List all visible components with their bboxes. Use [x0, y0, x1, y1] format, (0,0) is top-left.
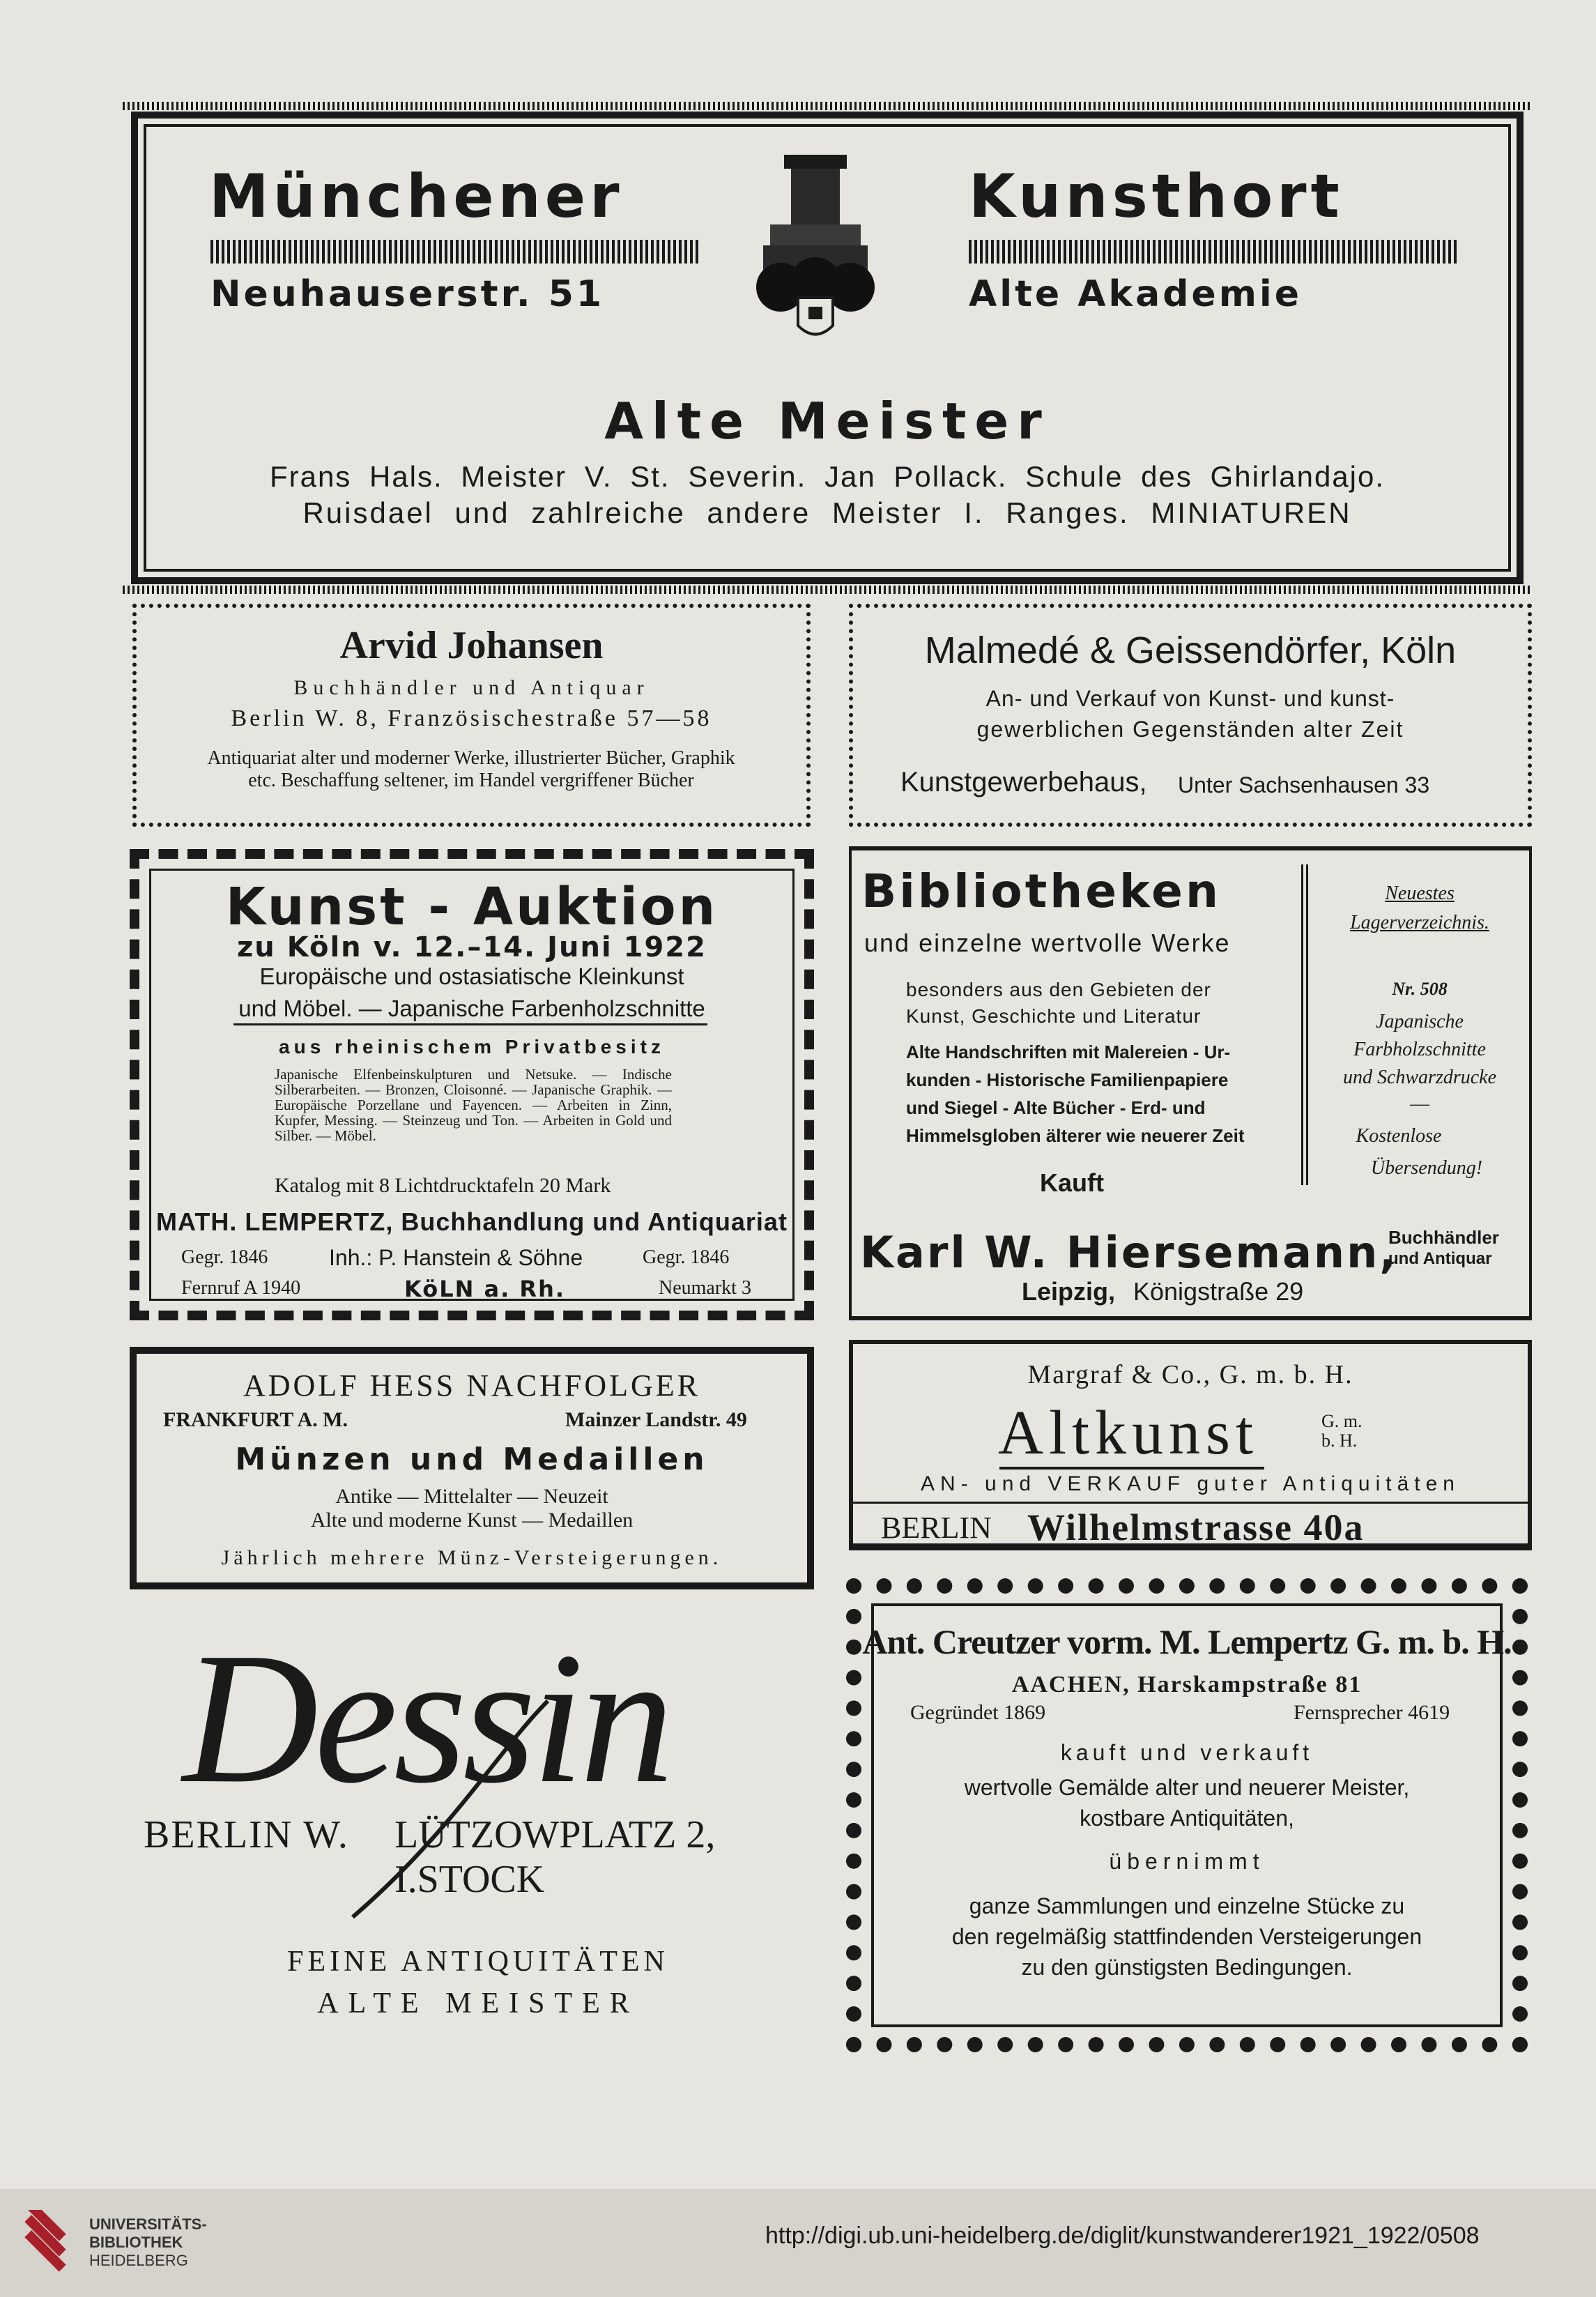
ad1-left-title: Münchener [209, 162, 624, 231]
ad5-side-4: Japanische [1376, 1011, 1464, 1032]
ad9-fernsprecher: Fernsprecher 4619 [1294, 1701, 1450, 1724]
ad4-city: KöLN a. Rh. [404, 1276, 565, 1302]
ad6-footer: Jährlich mehrere Münz-Versteigerungen. [221, 1546, 723, 1569]
ad7-rule [853, 1502, 1528, 1504]
ad-muenchener-kunsthort [131, 112, 1524, 584]
ad4-gegr-left: Gegr. 1846 [181, 1246, 268, 1268]
logo-line-2: BIBLIOTHEK [89, 2234, 183, 2251]
ad9-gegruendet: Gegründet 1869 [910, 1701, 1046, 1724]
ad3-title: Malmedé & Geissendörfer, Köln [924, 629, 1457, 671]
ad3-footer-address: Unter Sachsenhausen 33 [1178, 772, 1430, 798]
ad9-city: AACHEN, Harskampstraße 81 [1011, 1672, 1363, 1697]
ad5-address: Königstraße 29 [1133, 1277, 1304, 1306]
bottom-border-ornament [123, 586, 1532, 594]
ad3-footer-main: Kunstgewerbehaus, [900, 767, 1147, 798]
ad5-side-1: Neuestes [1385, 883, 1455, 904]
ad5-item-3: und Siegel - Alte Bücher - Erd- und [906, 1097, 1206, 1118]
ad7-gmbh-2: b. H. [1321, 1430, 1358, 1451]
ad8-line1: FEINE ANTIQUITÄTEN [287, 1946, 669, 1978]
ad5-side-6: und Schwarzdrucke [1342, 1067, 1497, 1088]
ad8-address-right: LÜTZOWPLATZ 2, I.STOCK [394, 1813, 716, 1901]
ad9-line3: ganze Sammlungen und einzelne Stücke zu [969, 1893, 1405, 1918]
ad4-gegr-right: Gegr. 1846 [643, 1246, 730, 1268]
tower-emblem-icon [742, 148, 889, 350]
ad4-details: Japanische Elfenbeinskulpturen und Netsuke. — Indische Silberarbeiten. — Bronzen, Cloisonné. — Japanische Graphik. — Europäische Porzellane und Fayencen. — Arbeiten in Zinn, Kupfer, Messing. — Steinzeug und Ton. — Arbeiten in Gold und Silber. — Möbel. [275, 1066, 672, 1144]
ad5-side-8: Kostenlose [1356, 1125, 1442, 1147]
ad2-title: Arvid Johansen [339, 624, 604, 667]
logo-line-1: UNIVERSITÄTS- [89, 2215, 207, 2233]
ad9-uebernimmt: übernimmt [1109, 1849, 1265, 1874]
ad-adolf-hess [130, 1347, 814, 1589]
ad-altkunst [849, 1340, 1532, 1550]
ad4-catalog: Katalog mit 8 Lichtdrucktafeln 20 Mark [275, 1174, 611, 1197]
ad-hiersemann [849, 846, 1532, 1320]
ad4-line2: und Möbel. — Japanische Farbenholzschnitte [238, 995, 705, 1021]
ad5-sub: und einzelne wertvolle Werke [864, 929, 1231, 957]
ad5-side-2: Lagerverzeichnis. [1350, 912, 1489, 933]
ad9-line5: zu den günstigsten Bedingungen. [1021, 1955, 1353, 1980]
ad6-address: Mainzer Landstr. 49 [565, 1408, 747, 1431]
ad3-line2: gewerblichen Gegenständen alter Zeit [976, 717, 1404, 742]
ad8-script-logo: Dessin [183, 1614, 670, 1822]
ad4-firm: MATH. LEMPERTZ, Buchhandlung und Antiquariat [156, 1207, 788, 1236]
ad1-left-sub: Neuhauserstr. 51 [210, 273, 605, 315]
ad5-city: Leipzig, [1022, 1277, 1115, 1306]
ad6-title: ADOLF HESS NACHFOLGER [243, 1368, 701, 1403]
ad1-right-sub: Alte Akademie [969, 273, 1302, 315]
ad9-line1: wertvolle Gemälde alter und neuerer Meister, [964, 1775, 1410, 1800]
ad5-title: Bibliotheken [861, 864, 1221, 918]
ad5-item-1: Alte Handschriften mit Malereien - Ur- [906, 1041, 1231, 1062]
ad8-line2: ALTE MEISTER [317, 1987, 639, 2020]
ad6-headline: Münzen und Medaillen [235, 1442, 709, 1477]
ad1-left-hatch [210, 240, 698, 264]
ad5-side-9: Übersendung! [1370, 1157, 1483, 1179]
ad-dessin [130, 1610, 820, 2070]
ad5-kauft: Kauft [1040, 1168, 1104, 1197]
ad7-line: AN- und VERKAUF guter Antiquitäten [921, 1472, 1460, 1495]
top-border-ornament [123, 102, 1532, 110]
ad4-line3: aus rheinischem Privatbesitz [279, 1036, 665, 1058]
ad-creutzer [846, 1578, 1528, 2052]
library-footer [0, 2189, 1596, 2297]
ad4-title: Kunst - Auktion [225, 877, 719, 937]
ad8-address-left: BERLIN W. [144, 1813, 349, 1856]
ad2-text: Antiquariat alter und moderner Werke, illustrierter Bücher, Graphik etc. Beschaffung seltener, im Handel vergriffener Bücher [207, 747, 735, 791]
ad-arvid-johansen [132, 604, 811, 827]
ad4-inh: Inh.: P. Hanstein & Söhne [329, 1245, 583, 1270]
ad5-item-4: Himmelsgloben älterer wie neuerer Zeit [906, 1125, 1245, 1146]
ad1-headline: Alte Meister [604, 392, 1050, 450]
ad-malmede-geissendoerfer [849, 604, 1532, 827]
ad5-side-7: — [1410, 1093, 1429, 1115]
ad-kunst-auktion [130, 849, 814, 1320]
ad1-right-title: Kunsthort [969, 162, 1344, 231]
ad1-line1: Frans Hals. Meister V. St. Severin. Jan Pollack. Schule des Ghirlandajo. [269, 460, 1386, 493]
ad4-rule [233, 1023, 707, 1025]
ad7-top: Margraf & Co., G. m. b. H. [1027, 1360, 1353, 1389]
ad5-name: Karl W. Hiersemann, [860, 1227, 1398, 1278]
page-url-link[interactable]: http://digi.ub.uni-heidelberg.de/diglit/kunstwanderer1921_1922/0508 [765, 2222, 1480, 2249]
ad9-line2: kostbare Antiquitäten, [1080, 1806, 1294, 1831]
ad9-line4: den regelmäßig stattfindenden Versteigerungen [951, 1924, 1422, 1949]
logo-line-3: HEIDELBERG [89, 2252, 188, 2269]
ad4-fernruf: Fernruf A 1940 [181, 1277, 301, 1299]
ad5-role-2: und Antiquar [1388, 1249, 1492, 1268]
ad4-neumarkt: Neumarkt 3 [659, 1277, 751, 1299]
ad9-title: Ant. Creutzer vorm. M. Lempertz G. m. b. H. [862, 1622, 1512, 1661]
ad7-underline [999, 1467, 1264, 1470]
university-library-logo-icon [15, 2210, 78, 2273]
ad2-address: Berlin W. 8, Französischestraße 57—58 [231, 705, 712, 731]
ad3-line1: An- und Verkauf von Kunst- und kunst- [985, 686, 1395, 711]
ad7-gmbh-1: G. m. [1321, 1411, 1363, 1431]
ad6-line2: Alte und moderne Kunst — Medaillen [310, 1509, 634, 1532]
ad1-line2: Ruisdael und zahlreiche andere Meister I. Ranges. MINIATUREN [302, 496, 1352, 529]
ad5-line2: Kunst, Geschichte und Literatur [906, 1005, 1202, 1027]
ad5-side-3: Nr. 508 [1392, 979, 1448, 999]
ad4-line1: Europäische und ostasiatische Kleinkunst [259, 963, 684, 989]
ad5-side-5: Farbholzschnitte [1353, 1039, 1486, 1060]
ad6-line1: Antike — Mittelalter — Neuzeit [335, 1485, 608, 1508]
ad5-item-2: kunden - Historische Familienpapiere [906, 1069, 1229, 1090]
ad6-city: FRANKFURT A. M. [163, 1408, 348, 1431]
ad7-address: Wilhelmstrasse 40a [1027, 1506, 1365, 1548]
ad2-sub: Buchhändler und Antiquar [293, 676, 650, 699]
ad5-line1: besonders aus den Gebieten der [906, 979, 1211, 1000]
ad7-title: Altkunst [998, 1398, 1259, 1467]
ad5-role-1: Buchhändler [1388, 1227, 1499, 1248]
ad4-date: zu Köln v. 12.–14. Juni 1922 [237, 931, 707, 963]
ad1-right-hatch [969, 240, 1457, 264]
ad7-city: BERLIN [881, 1511, 992, 1545]
ad9-kauft: kauft und verkauft [1060, 1740, 1314, 1765]
